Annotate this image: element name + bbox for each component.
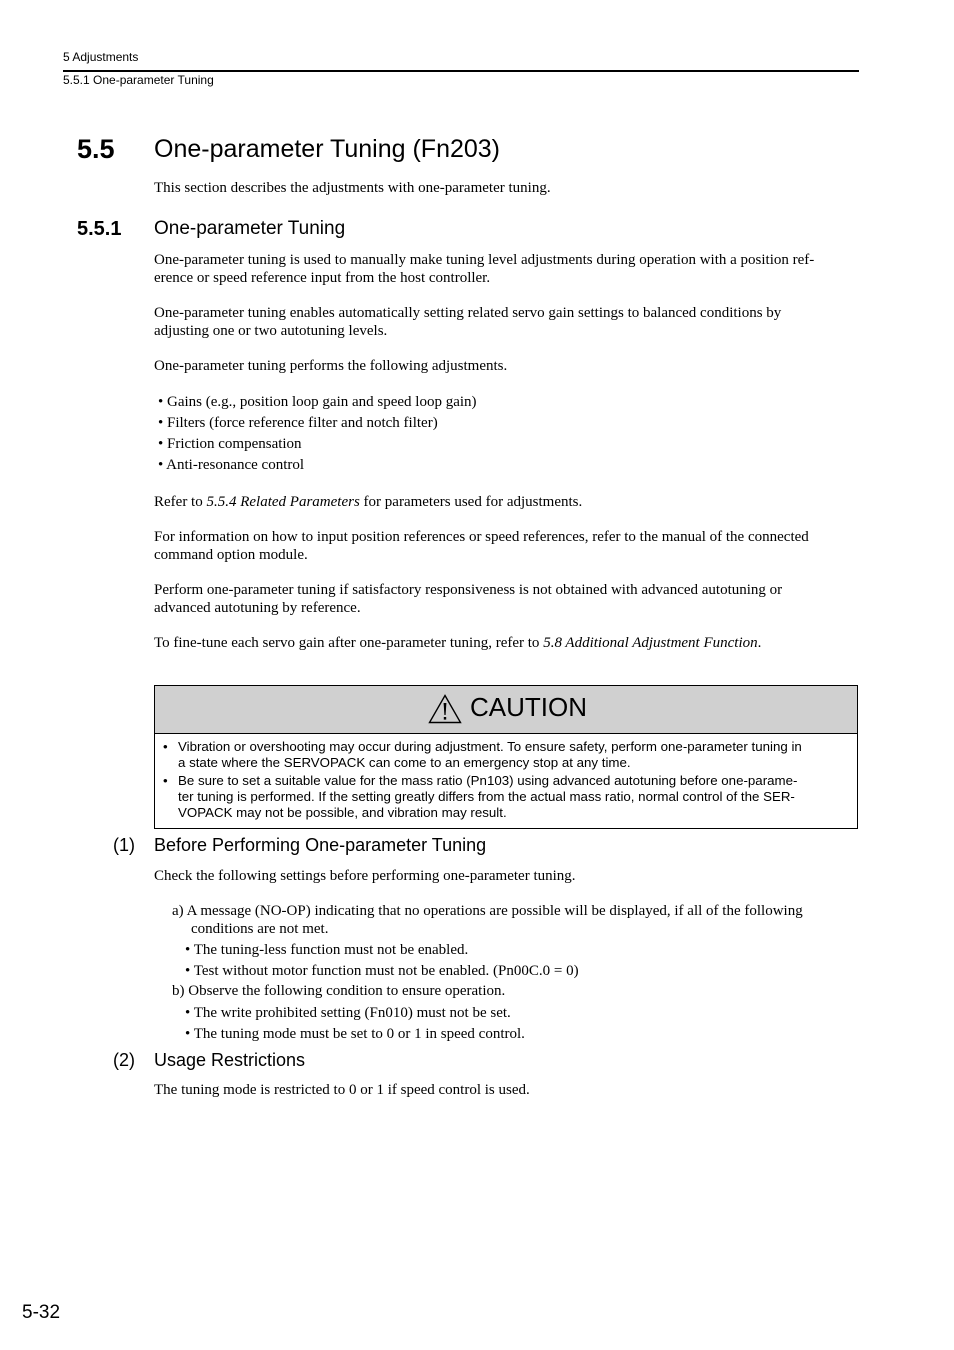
- paragraph-6: [154, 581, 860, 617]
- paragraph-2-line-2: adjusting one or two autotuning levels.: [154, 323, 388, 339]
- condition-a-list: [185, 940, 891, 982]
- caution-header: [155, 686, 857, 734]
- related-parameters-link[interactable]: 5.5.4 Related Parameters: [206, 494, 360, 510]
- warning-triangle-icon: [428, 694, 462, 724]
- refer-related-parameters: [154, 493, 860, 511]
- list-item: • The tuning mode must be set to 0 or 1 in speed control.: [185, 1026, 525, 1042]
- paragraph-2: [154, 304, 860, 340]
- list-item: • The write prohibited setting (Fn010) must not be set.: [185, 1005, 511, 1021]
- subheading-1-title: Before Performing One-parameter Tuning: [154, 835, 487, 855]
- refer2-prefix: To fine-tune each servo gain after one-parameter tuning, refer to: [154, 635, 544, 651]
- caution-item-2-line-1: Be sure to set a suitable value for the mass ratio (Pn103) using advanced autotuning before one-parame-: [178, 773, 798, 788]
- bullet: •: [163, 773, 168, 788]
- list-item: • Friction compensation: [158, 436, 302, 452]
- refer-suffix: for parameters used for adjustments.: [359, 494, 583, 510]
- condition-a-line-2: conditions are not met.: [191, 921, 329, 937]
- caution-item-2-line-2: ter tuning is performed. If the setting greatly differs from the actual mass ratio, normal control of the SER-: [178, 789, 795, 804]
- paragraph-5-line-2: command option module.: [154, 547, 308, 563]
- subheading-2-title: Usage Restrictions: [154, 1050, 306, 1070]
- refer-prefix: Refer to: [154, 494, 207, 510]
- header-rule: [63, 70, 859, 72]
- paragraph-1-line-1: One-parameter tuning is used to manually make tuning level adjustments during operation with a position ref-: [154, 252, 815, 268]
- subheading-2-number: (2): [113, 1050, 135, 1070]
- paragraph-5-line-1: For information on how to input position references or speed references, refer to the manual of the connected: [154, 529, 809, 545]
- subsection-number: 5.5.1: [77, 218, 122, 240]
- paragraph-2-line-1: One-parameter tuning enables automatically setting related servo gain settings to balanced conditions by: [154, 305, 782, 321]
- caution-item: [163, 773, 853, 821]
- paragraph-3: One-parameter tuning performs the following adjustments.: [154, 358, 508, 374]
- list-item: • Gains (e.g., position loop gain and speed loop gain): [158, 394, 477, 410]
- list-item: • Anti-resonance control: [158, 457, 305, 473]
- additional-adjustment-link[interactable]: 5.8 Additional Adjustment Function: [543, 635, 758, 651]
- bullet: •: [163, 739, 168, 754]
- caution-item-1-line-2: a state where the SERVOPACK can come to an emergency stop at any time.: [178, 755, 631, 770]
- condition-b-list: [185, 1003, 891, 1045]
- usage-text: The tuning mode is restricted to 0 or 1 if speed control is used.: [154, 1082, 530, 1098]
- before-intro: Check the following settings before performing one-parameter tuning.: [154, 868, 576, 884]
- paragraph-6-line-2: advanced autotuning by reference.: [154, 600, 361, 616]
- caution-item-1-line-1: Vibration or overshooting may occur during adjustment. To ensure safety, perform one-parameter tuning in: [178, 739, 802, 754]
- subheading-1-number: (1): [113, 835, 135, 855]
- paragraph-6-line-1: Perform one-parameter tuning if satisfactory responsiveness is not obtained with advanced autotuning or: [154, 582, 783, 598]
- running-header-chapter: 5 Adjustments: [63, 50, 139, 64]
- list-item: • Filters (force reference filter and notch filter): [158, 415, 438, 431]
- list-item: • Test without motor function must not be enabled. (Pn00C.0 = 0): [185, 963, 579, 979]
- section-intro: This section describes the adjustments with one-parameter tuning.: [154, 180, 551, 196]
- adjustment-list: [158, 392, 864, 476]
- paragraph-1-line-2: erence or speed reference input from the host controller.: [154, 270, 491, 286]
- condition-a-line-1: a) A message (NO-OP) indicating that no operations are possible will be displayed, if all of the following: [172, 903, 803, 919]
- subsection-title: One-parameter Tuning: [154, 218, 346, 239]
- refer2-suffix: .: [757, 635, 762, 651]
- section-title: One-parameter Tuning (Fn203): [154, 135, 501, 163]
- list-item: • The tuning-less function must not be enabled.: [185, 942, 469, 958]
- section-number: 5.5: [77, 134, 115, 164]
- page-number: 5-32: [22, 1302, 61, 1323]
- running-header-section: 5.5.1 One-parameter Tuning: [63, 73, 214, 87]
- condition-b: b) Observe the following condition to ensure operation.: [172, 983, 506, 999]
- paragraph-5: [154, 528, 860, 564]
- refer-additional-adjustment: [154, 634, 860, 652]
- caution-box: [154, 685, 858, 829]
- paragraph-1: [154, 251, 860, 287]
- caution-item-2-line-3: VOPACK may not be possible, and vibration may result.: [178, 805, 507, 820]
- caution-item: [163, 739, 853, 771]
- condition-a: [172, 902, 862, 938]
- caution-title: CAUTION: [470, 692, 587, 722]
